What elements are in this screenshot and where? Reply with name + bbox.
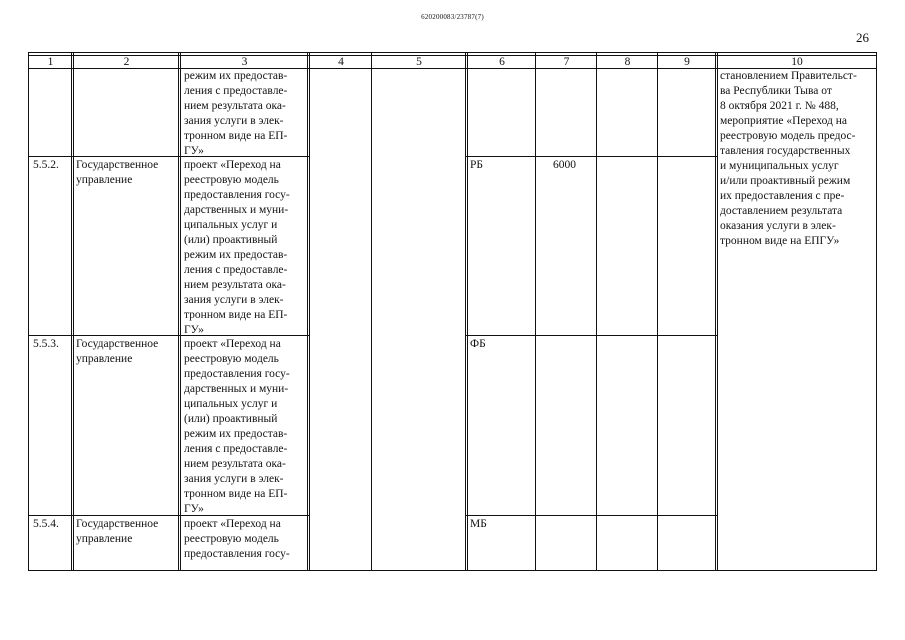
column-10-note: становлением Правительст- ва Республики Тыва от 8 октября 2021 г. № 488, мероприятие «Переход на реестровую модель предос- тавления государственных и муниципальных услуг и/или проактивный режим их предоставления с пре- доставлением результата оказания услуги в элек- тронном виде на ЕПГУ» (720, 70, 857, 247)
row-number: 5.5.2. (33, 159, 59, 171)
column-header-7: 7 (563, 56, 570, 68)
column-header-9: 9 (684, 56, 690, 68)
row-funding-source: РБ (470, 159, 483, 171)
row-project: проект «Переход на реестровую модель предоставления госу- (184, 518, 290, 560)
column-header-10: 10 (791, 56, 803, 68)
row-area: Государственное управление (76, 159, 159, 186)
carry-over-project-text: режим их предостав- ления с предоставле- нием результата ока- зания услуги в элек- тронном виде на ЕП- ГУ» (184, 70, 288, 157)
column-header-2: 2 (123, 56, 130, 68)
row-number: 5.5.4. (33, 518, 59, 530)
row-area: Государственное управление (76, 338, 159, 365)
row-area: Государственное управление (76, 518, 159, 545)
document-code: 620200083/23787(7) (421, 13, 484, 21)
row-project: проект «Переход на реестровую модель предоставления госу- дарственных и муни- ципальных услуг и (или) проактивный режим их предостав- ления с предоставле- нием результата ока- зания услуги в элек- тронном виде на ЕП- ГУ» (184, 159, 290, 336)
row-project: проект «Переход на реестровую модель предоставления госу- дарственных и муни- ципальных услуг и (или) проактивный режим их предостав- ления с предоставле- нием результата ока- зания услуги в элек- тронном виде на ЕП- ГУ» (184, 338, 290, 515)
column-header-5: 5 (416, 56, 422, 68)
column-header-4: 4 (338, 56, 344, 68)
row-funding-source: ФБ (470, 338, 486, 350)
column-header-3: 3 (241, 56, 248, 68)
row-funding-source: МБ (470, 518, 487, 530)
column-header-6: 6 (499, 56, 505, 68)
page-number: 26 (856, 30, 869, 45)
row-number: 5.5.3. (33, 338, 59, 350)
column-header-1: 1 (47, 56, 54, 68)
row-amount: 6000 (553, 159, 576, 171)
column-header-8: 8 (624, 56, 631, 68)
